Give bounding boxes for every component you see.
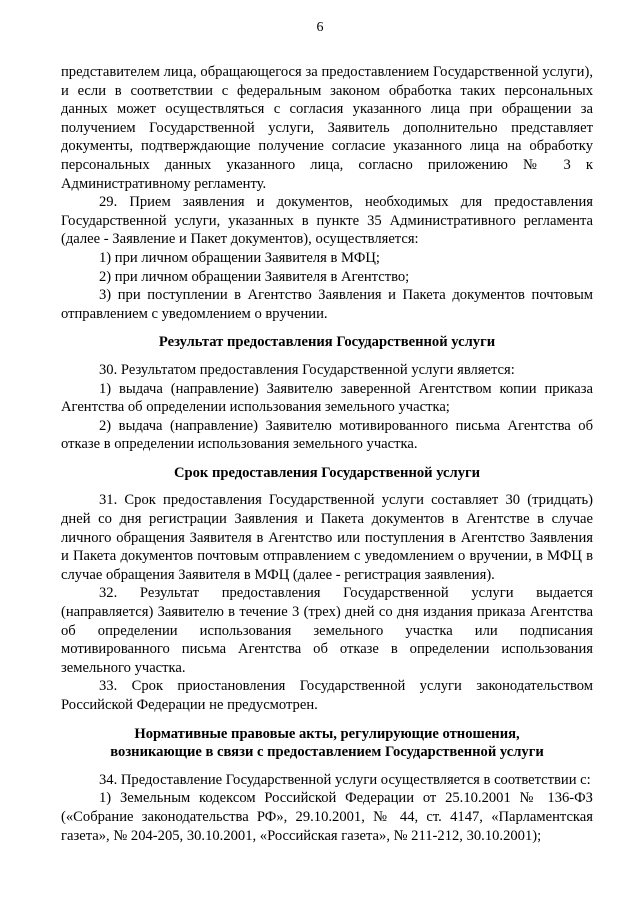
list-item-30-2: 2) выдача (направление) Заявителю мотивированного письма Агентства об отказе в определении использования земельного участка.	[61, 417, 593, 453]
page-number: 6	[316, 20, 324, 35]
section-heading-acts	[61, 725, 593, 762]
paragraph-30: 30. Результатом предоставления Государственной услуги является:	[99, 361, 515, 378]
list-item-29-3: 3) при поступлении в Агентство Заявления и Пакета документов почтовым отправлением с уведомлением о вручении.	[61, 287, 593, 322]
list-item-29-1: 1) при личном обращении Заявителя в МФЦ;	[99, 249, 380, 266]
paragraph-31: 31. Срок предоставления Государственной услуги составляет 30 (тридцать) дней со дня регистрации Заявления и Пакета документов в Агентстве в случае личного обращения Заявителя в Агентство или поступления в Агентство Заявления и Пакета документов почтовым отправлением с уведомлением о вручении, в МФЦ в случае обращения Заявителя в МФЦ (далее - регистрация заявления).	[61, 492, 593, 583]
paragraph-33: 33. Срок приостановления Государственной услуги законодательством Российской Федерации не предусмотрен.	[61, 678, 593, 713]
section-heading-acts-line-2: возникающие в связи с предоставлением Государственной услуги	[110, 744, 544, 761]
paragraph-29: 29. Прием заявления и документов, необходимых для предоставления Государственной услуги, указанных в пункте 35 Административного регламента (далее - Заявление и Пакет документов), осуществляется:	[61, 194, 593, 248]
list-item-34-1: 1) Земельным кодексом Российской Федерации от 25.10.2001 № 136-ФЗ («Собрание законодательства РФ», 29.10.2001, № 44, ст. 4147, «Парламентская газета», № 204-205, 30.10.2001, «Российская газета», № 211-212, 30.10.2001);	[61, 790, 593, 844]
paragraph-32: 32. Результат предоставления Государственной услуги выдается (направляется) Заявителю в течение 3 (трех) дней со дня издания приказа Агентства об определении использования земельного участка или подписания мотивированного письма Агентства об отказе в определении использования земельного участка.	[61, 585, 593, 676]
paragraph-34: 34. Предоставление Государственной услуги осуществляется в соответствии с:	[99, 771, 591, 788]
list-item-29-2: 2) при личном обращении Заявителя в Агентство;	[99, 268, 410, 285]
section-heading-term: Срок предоставления Государственной услуги	[173, 464, 481, 481]
section-heading-acts-line-1: Нормативные правовые акты, регулирующие отношения,	[134, 725, 520, 742]
document-body	[61, 63, 593, 845]
paragraph-intro: представителем лица, обращающегося за предоставлением Государственной услуги), и если в соответствии с федеральным законом обработка таких персональных данных может осуществляться с согласия указанного лица при обращении за получением Государственной услуги, Заявитель дополнительно представляет документы, подтверждающие получение согласие указанного лица на обработку персональных данных указанного лица, согласно приложению № 3 к Административному регламенту.	[61, 64, 593, 192]
section-heading-result: Результат предоставления Государственной услуги	[158, 334, 496, 351]
list-item-30-1: 1) выдача (направление) Заявителю заверенной Агентством копии приказа Агентства об определении использования земельного участка;	[61, 380, 593, 416]
